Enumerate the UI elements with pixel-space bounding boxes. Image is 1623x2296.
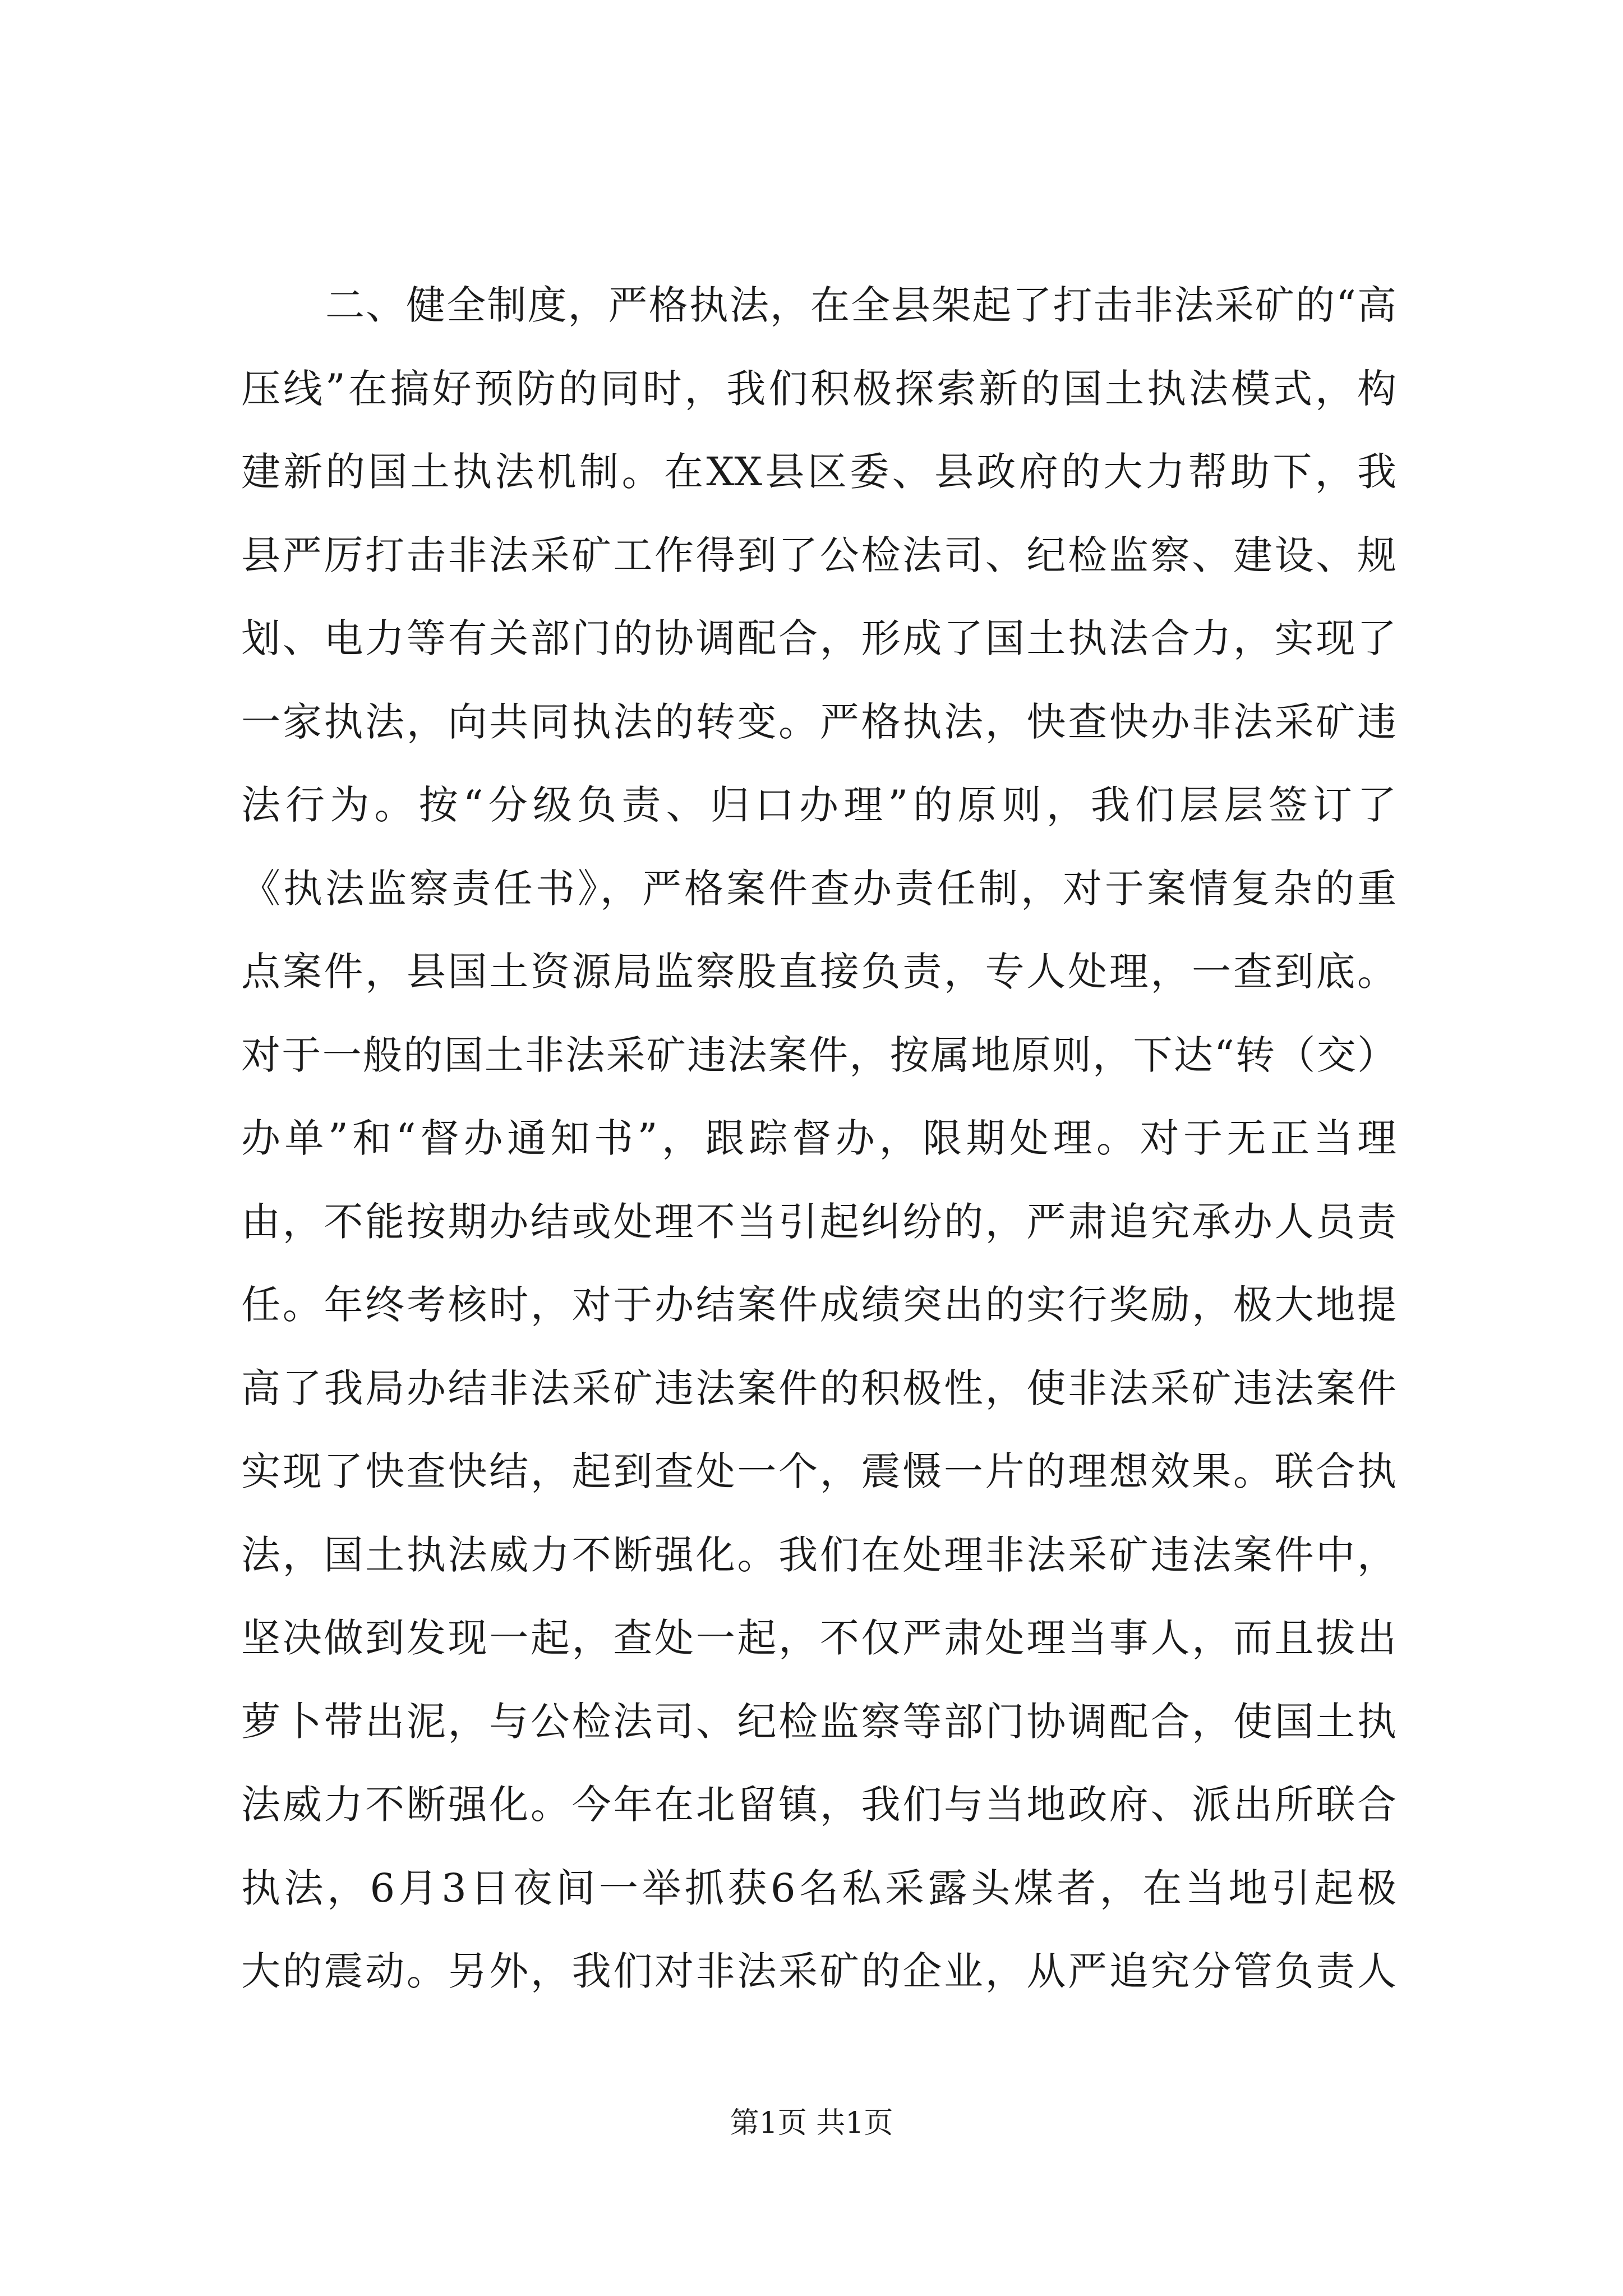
text-line: 法威力不断强化。今年在北留镇，我们与当地政府、派出所联合 <box>241 1782 1396 1828</box>
page-number: 第1页 共1页 <box>730 2106 893 2140</box>
text-line: 建新的国土执法机制。在XX县区委、县政府的大力帮助下，我 <box>241 449 1396 495</box>
text-line: 执法，6月3日夜间一举抓获6名私采露头煤者，在当地引起极 <box>241 1865 1396 1911</box>
text-line: 一家执法，向共同执法的转变。严格执法，快查快办非法采矿违 <box>241 698 1396 745</box>
text-line: 对于一般的国土非法采矿违法案件，按属地原则，下达“转（交） <box>241 1032 1396 1078</box>
text-line: 实现了快查快结，起到查处一个，震慑一片的理想效果。联合执 <box>241 1448 1396 1494</box>
body-paragraph <box>241 264 1396 2013</box>
text-line: 二、健全制度，严格执法，在全县架起了打击非法采矿的“高 <box>325 282 1396 328</box>
text-line: 坚决做到发现一起，查处一起，不仅严肃处理当事人，而且拔出 <box>241 1615 1396 1661</box>
text-line: 法行为。按“分级负责、归口办理”的原则，我们层层签订了 <box>241 782 1396 828</box>
text-line: 《执法监察责任书》，严格案件查办责任制，对于案情复杂的重 <box>241 865 1396 912</box>
text-line: 高了我局办结非法采矿违法案件的积极性，使非法采矿违法案件 <box>241 1365 1396 1411</box>
text-line: 由，不能按期办结或处理不当引起纠纷的，严肃追究承办人员责 <box>241 1198 1396 1245</box>
text-line: 法，国土执法威力不断强化。我们在处理非法采矿违法案件中， <box>241 1531 1396 1578</box>
text-line: 压线”在搞好预防的同时，我们积极探索新的国土执法模式，构 <box>241 365 1396 412</box>
text-line: 县严厉打击非法采矿工作得到了公检法司、纪检监察、建设、规 <box>241 532 1396 578</box>
text-line: 划、电力等有关部门的协调配合，形成了国土执法合力，实现了 <box>241 615 1396 661</box>
text-line: 任。年终考核时，对于办结案件成绩突出的实行奖励，极大地提 <box>241 1282 1396 1328</box>
text-line: 办单”和“督办通知书”，跟踪督办，限期处理。对于无正当理 <box>241 1115 1396 1161</box>
text-line: 大的震动。另外，我们对非法采矿的企业，从严追究分管负责人 <box>241 1948 1396 1994</box>
page-footer <box>0 2101 1623 2146</box>
text-line: 点案件，县国土资源局监察股直接负责，专人处理，一查到底。 <box>241 949 1396 995</box>
text-line: 萝卜带出泥，与公检法司、纪检监察等部门协调配合，使国土执 <box>241 1698 1396 1745</box>
